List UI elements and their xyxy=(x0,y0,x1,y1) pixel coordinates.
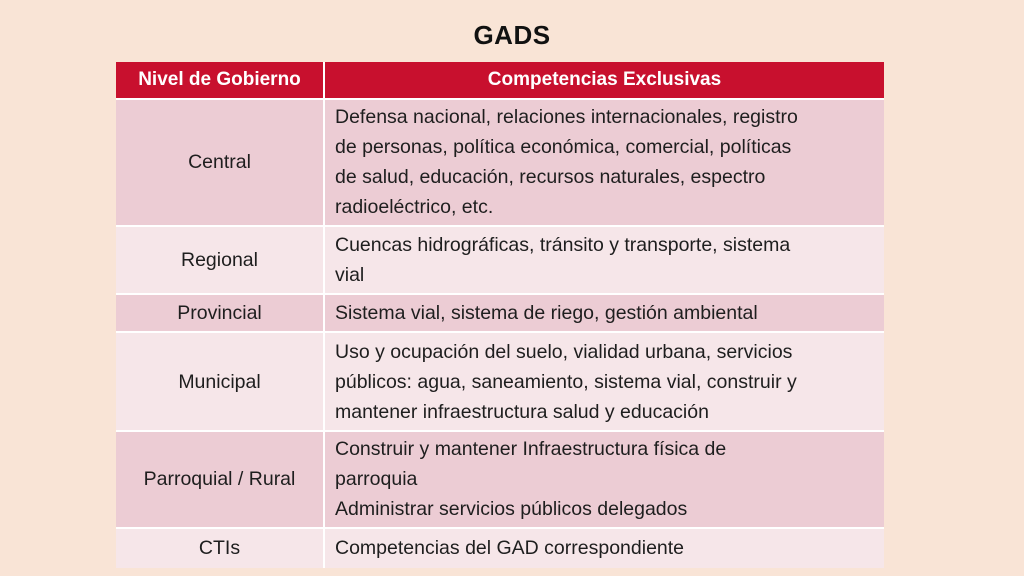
level-cell: Provincial xyxy=(116,294,324,332)
competency-line: Uso y ocupación del suelo, vialidad urbana, servicios xyxy=(335,340,793,363)
level-cell: Regional xyxy=(116,226,324,294)
competency-line: públicos: agua, saneamiento, sistema vial, construir y xyxy=(335,370,797,393)
table-row-provincial xyxy=(116,294,884,332)
level-cell: Central xyxy=(116,99,324,226)
competency-line: Cuencas hidrográficas, tránsito y transporte, sistema xyxy=(335,234,791,257)
competency-line: Competencias del GAD correspondiente xyxy=(335,537,685,560)
table-row-ctis xyxy=(116,528,884,568)
competency-line: parroquia xyxy=(335,468,418,491)
table-row-parroquial xyxy=(116,431,884,528)
table-row-regional xyxy=(116,226,884,294)
table-row-municipal xyxy=(116,332,884,431)
competencies-cell xyxy=(324,99,884,226)
competencies-cell xyxy=(324,431,884,528)
competency-line: de salud, educación, recursos naturales, espectro xyxy=(335,166,766,189)
competency-line: mantener infraestructura salud y educación xyxy=(335,400,709,423)
competencies-cell xyxy=(324,332,884,431)
competencies-cell xyxy=(324,226,884,294)
competency-line: Defensa nacional, relaciones internacionales, registro xyxy=(335,106,798,129)
competency-line: radioeléctrico, etc. xyxy=(335,196,494,219)
level-cell: Parroquial / Rural xyxy=(116,431,324,528)
table-row-central xyxy=(116,99,884,226)
competencies-cell xyxy=(324,528,884,568)
competency-line: Administrar servicios públicos delegados xyxy=(335,498,688,521)
level-cell: CTIs xyxy=(116,528,324,568)
header-level: Nivel de Gobierno xyxy=(116,62,324,99)
competency-line: Construir y mantener Infraestructura física de xyxy=(335,438,727,461)
slide-title: GADS xyxy=(473,20,551,50)
competency-line: vial xyxy=(335,264,365,287)
table-header-row xyxy=(116,62,884,99)
level-cell: Municipal xyxy=(116,332,324,431)
competencies-table xyxy=(116,62,884,568)
competency-line: Sistema vial, sistema de riego, gestión ambiental xyxy=(335,302,758,325)
competencies-cell xyxy=(324,294,884,332)
header-competencies: Competencias Exclusivas xyxy=(324,62,884,99)
competency-line: de personas, política económica, comercial, políticas xyxy=(335,136,792,159)
